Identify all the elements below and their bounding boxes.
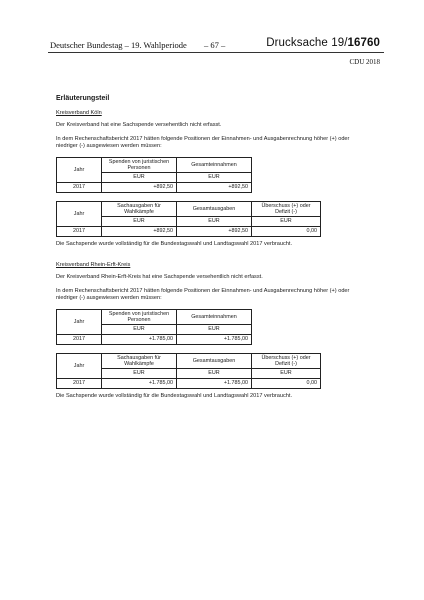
block-koeln [56,110,356,248]
value-cell: +1.785,00 [102,378,177,388]
section-title: Erläuterungsteil [56,95,110,102]
document-id: 16760 [347,37,380,49]
unit-cell: EUR [177,216,252,226]
page-number: – 67 – [204,40,226,50]
year-cell: 2017 [57,182,102,192]
unit-cell: EUR [177,172,252,182]
col-donations-header: Spenden von juristischen Personen [102,157,177,172]
value-cell: +892,50 [177,182,252,192]
unit-cell: EUR [252,368,321,378]
unit-cell: EUR [177,324,252,334]
expense-table [56,353,321,389]
col-donations-header: Spenden von juristischen Personen [102,309,177,324]
block-paragraph: In dem Rechenschaftsbericht 2017 hätten folgende Positionen der Einnahmen- und Ausgabenrechnung höher (+) oder niedriger (-) ausgewiesen werden müssen: [56,287,350,302]
value-cell: +1.785,00 [102,334,177,344]
block-rhein-erft-kreis [56,262,356,400]
unit-cell: EUR [102,324,177,334]
value-cell: +1.785,00 [177,378,252,388]
block-paragraph: In dem Rechenschaftsbericht 2017 hätten folgende Positionen der Einnahmen- und Ausgabenrechnung höher (+) oder niedriger (-) ausgewiesen werden müssen: [56,135,350,150]
year-cell: 2017 [57,378,102,388]
unit-cell: EUR [102,172,177,182]
col-balance-header: Überschuss (+) oder Defizit (-) [252,353,321,368]
unit-cell: EUR [252,216,321,226]
value-cell: +892,50 [177,226,252,236]
col-year-header: Jahr [57,201,102,226]
block-intro: Der Kreisverband Rhein-Erft-Kreis hat eine Sachspende versehentlich nicht erfasst. [56,274,263,281]
col-total-income-header: Gesamteinnahmen [177,309,252,324]
col-year-header: Jahr [57,353,102,378]
income-table [56,309,252,345]
value-cell: 0,00 [252,378,321,388]
scanned-page [56,95,356,404]
block-note: Die Sachspende wurde vollständig für die Bundestagswahl und Landtagswahl 2017 verbraucht. [56,392,293,399]
document-number [266,37,380,49]
income-table [56,157,252,193]
col-year-header: Jahr [57,157,102,182]
unit-cell: EUR [177,368,252,378]
header-title: Deutscher Bundestag – 19. Wahlperiode [50,40,187,50]
block-heading: Kreisverband Köln [56,110,102,116]
value-cell: +892,50 [102,226,177,236]
document-prefix: Drucksache 19/ [266,37,348,49]
expense-table [56,201,321,237]
header-divider [48,52,384,53]
value-cell: 0,00 [252,226,321,236]
block-note: Die Sachspende wurde vollständig für die Bundestagswahl und Landtagswahl 2017 verbraucht. [56,240,293,247]
year-cell: 2017 [57,334,102,344]
col-total-expenses-header: Gesamtausgaben [177,353,252,368]
col-year-header: Jahr [57,309,102,334]
col-campaign-costs-header: Sachausgaben für Wahlkämpfe [102,353,177,368]
col-total-expenses-header: Gesamtausgaben [177,201,252,216]
block-heading: Kreisverband Rhein-Erft-Kreis [56,262,131,269]
unit-cell: EUR [102,368,177,378]
unit-cell: EUR [102,216,177,226]
value-cell: +892,50 [102,182,177,192]
value-cell: +1.785,00 [177,334,252,344]
col-total-income-header: Gesamteinnahmen [177,157,252,172]
block-intro: Der Kreisverband hat eine Sachspende versehentlich nicht erfasst. [56,122,222,128]
col-balance-header: Überschuss (+) oder Defizit (-) [252,201,321,216]
col-campaign-costs-header: Sachausgaben für Wahlkämpfe [102,201,177,216]
year-cell: 2017 [57,226,102,236]
party-year-label: CDU 2018 [349,58,380,66]
